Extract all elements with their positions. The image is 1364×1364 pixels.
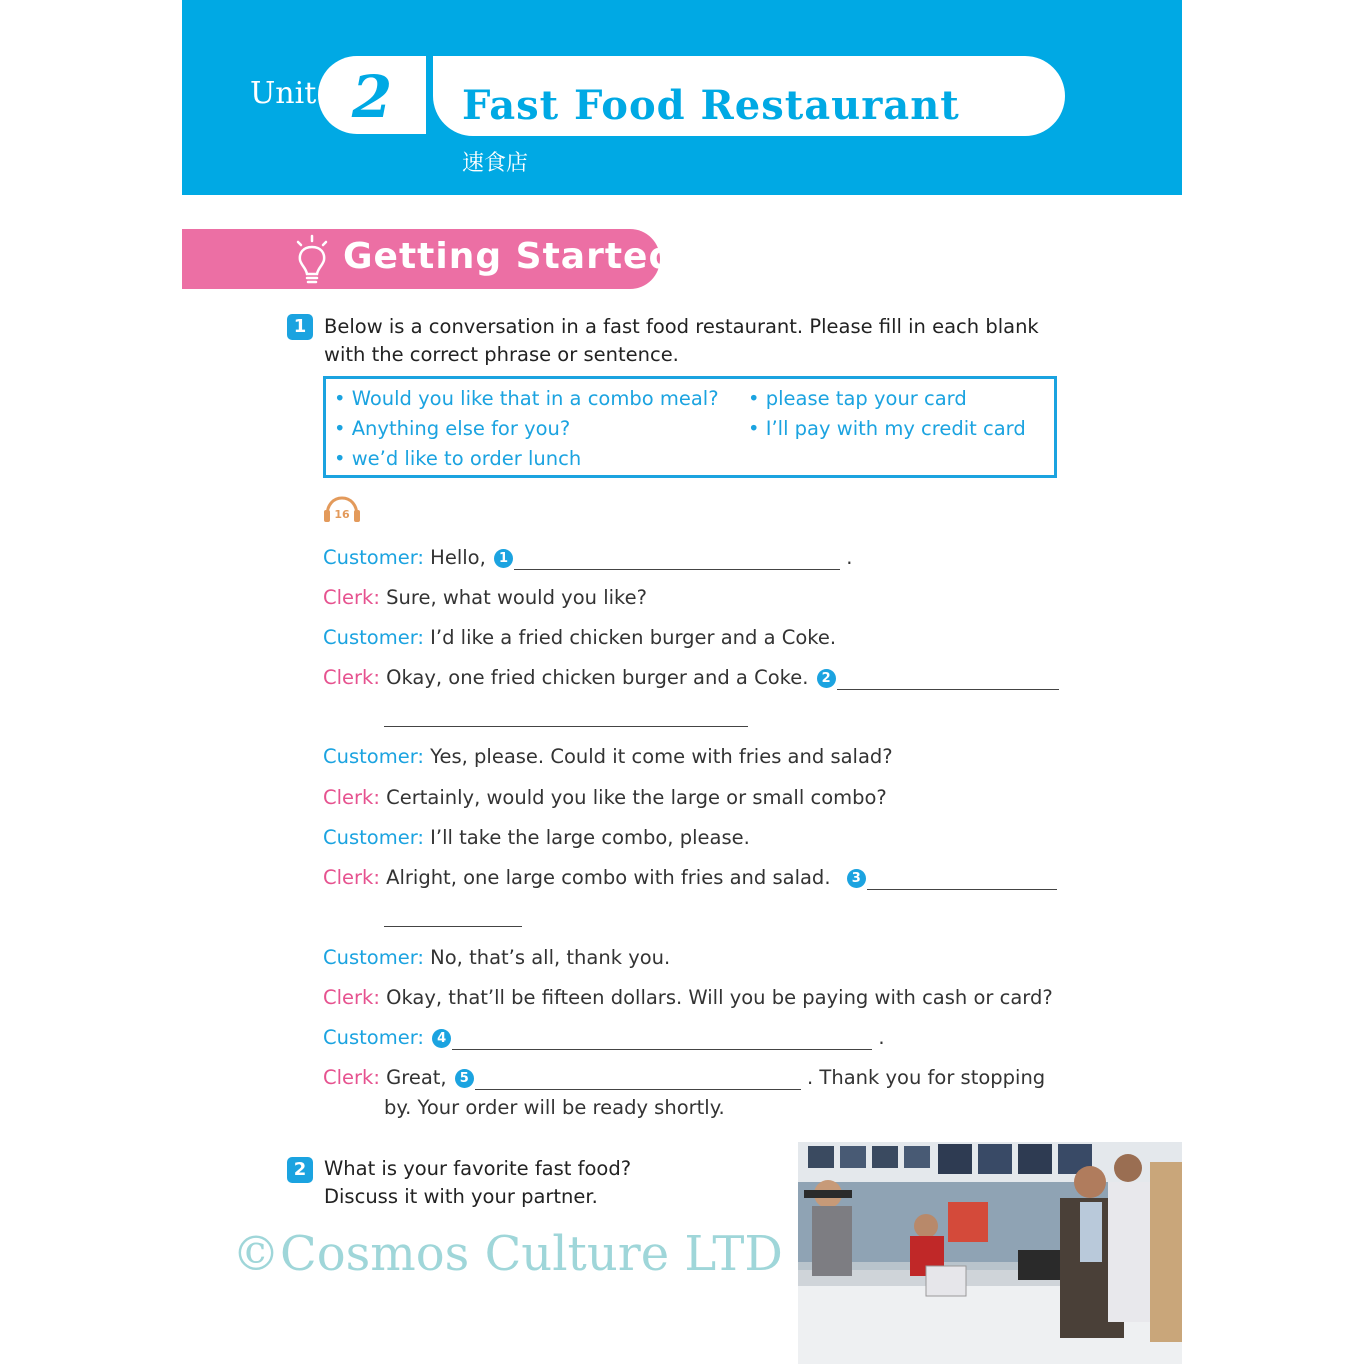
answer-blank[interactable] [452, 1027, 872, 1050]
speaker-clerk: Clerk: [323, 666, 380, 689]
question-number: 1 [287, 314, 313, 340]
dialogue-line [323, 786, 887, 809]
answer-blank-continuation[interactable] [384, 926, 522, 927]
dialogue-text: Great, [386, 1066, 447, 1089]
speaker-customer: Customer: [323, 946, 424, 969]
dialogue-line [323, 826, 750, 849]
speaker-clerk: Clerk: [323, 986, 380, 1009]
dialogue-line [323, 745, 893, 768]
answer-blank[interactable] [514, 547, 840, 570]
phrase-option: • we’d like to order lunch [334, 447, 582, 470]
speaker-clerk: Clerk: [323, 866, 380, 889]
speaker-customer: Customer: [323, 745, 424, 768]
page-title: Fast Food Restaurant [462, 82, 960, 129]
dialogue-line [323, 586, 647, 609]
speaker-clerk: Clerk: [323, 1066, 380, 1089]
answer-blank-continuation[interactable] [384, 726, 748, 727]
dialogue-text: No, that’s all, thank you. [430, 946, 671, 969]
phrase-option: • I’ll pay with my credit card [748, 417, 1026, 440]
speaker-customer: Customer: [323, 826, 424, 849]
lightbulb-icon [292, 234, 332, 286]
dialogue-text: . Thank you for stopping [807, 1066, 1046, 1089]
question-text-line: Below is a conversation in a fast food restaurant. Please fill in each blank [324, 315, 1039, 338]
dialogue-text: Yes, please. Could it come with fries and salad? [430, 745, 893, 768]
dialogue-text: . [846, 546, 853, 569]
blank-number: 3 [847, 869, 866, 888]
blank-number: 4 [432, 1029, 451, 1048]
dialogue-line [323, 1026, 885, 1050]
audio-track-number: 16 [334, 508, 350, 521]
dialogue-line [323, 946, 670, 969]
dialogue-line-continuation: by. Your order will be ready shortly. [384, 1096, 725, 1119]
dialogue-text: Alright, one large combo with fries and salad. [386, 866, 831, 889]
section-title: Getting Started [343, 236, 676, 277]
speaker-clerk: Clerk: [323, 786, 380, 809]
dialogue-text: I’ll take the large combo, please. [430, 826, 750, 849]
phrase-option: • Anything else for you? [334, 417, 571, 440]
dialogue-text: Okay, one fried chicken burger and a Coke. [386, 666, 809, 689]
speaker-clerk: Clerk: [323, 586, 380, 609]
dialogue-line [323, 546, 852, 570]
blank-number: 1 [494, 549, 513, 568]
dialogue-text: Okay, that’ll be fifteen dollars. Will you be paying with cash or card? [386, 986, 1053, 1009]
dialogue-line [323, 666, 1059, 690]
page-subtitle: 速食店 [462, 151, 529, 176]
restaurant-counter-photo [798, 1142, 1182, 1364]
question-number: 2 [287, 1157, 313, 1183]
copyright-watermark: ©Cosmos Culture LTD [232, 1226, 783, 1282]
dialogue-text: Hello, [430, 546, 486, 569]
speaker-customer: Customer: [323, 546, 424, 569]
dialogue-text: Certainly, would you like the large or small combo? [386, 786, 887, 809]
question-text-line: What is your favorite fast food? [324, 1157, 632, 1180]
question-text-line: with the correct phrase or sentence. [324, 343, 679, 366]
dialogue-line [323, 866, 1057, 890]
dialogue-line [323, 986, 1053, 1009]
answer-blank[interactable] [475, 1067, 801, 1090]
dialogue-text: Sure, what would you like? [386, 586, 647, 609]
phrase-option: • please tap your card [748, 387, 967, 410]
dialogue-line [323, 1066, 1045, 1090]
unit-number: 2 [351, 63, 393, 131]
blank-number: 2 [817, 669, 836, 688]
speaker-customer: Customer: [323, 1026, 424, 1049]
question-text-line: Discuss it with your partner. [324, 1185, 598, 1208]
blank-number: 5 [455, 1069, 474, 1088]
speaker-customer: Customer: [323, 626, 424, 649]
answer-blank[interactable] [837, 667, 1059, 690]
answer-blank[interactable] [867, 867, 1057, 890]
dialogue-line [323, 626, 836, 649]
dialogue-text: . [878, 1026, 885, 1049]
dialogue-text: I’d like a fried chicken burger and a Coke. [430, 626, 837, 649]
phrase-option: • Would you like that in a combo meal? [334, 387, 719, 410]
unit-label: Unit [250, 76, 317, 111]
